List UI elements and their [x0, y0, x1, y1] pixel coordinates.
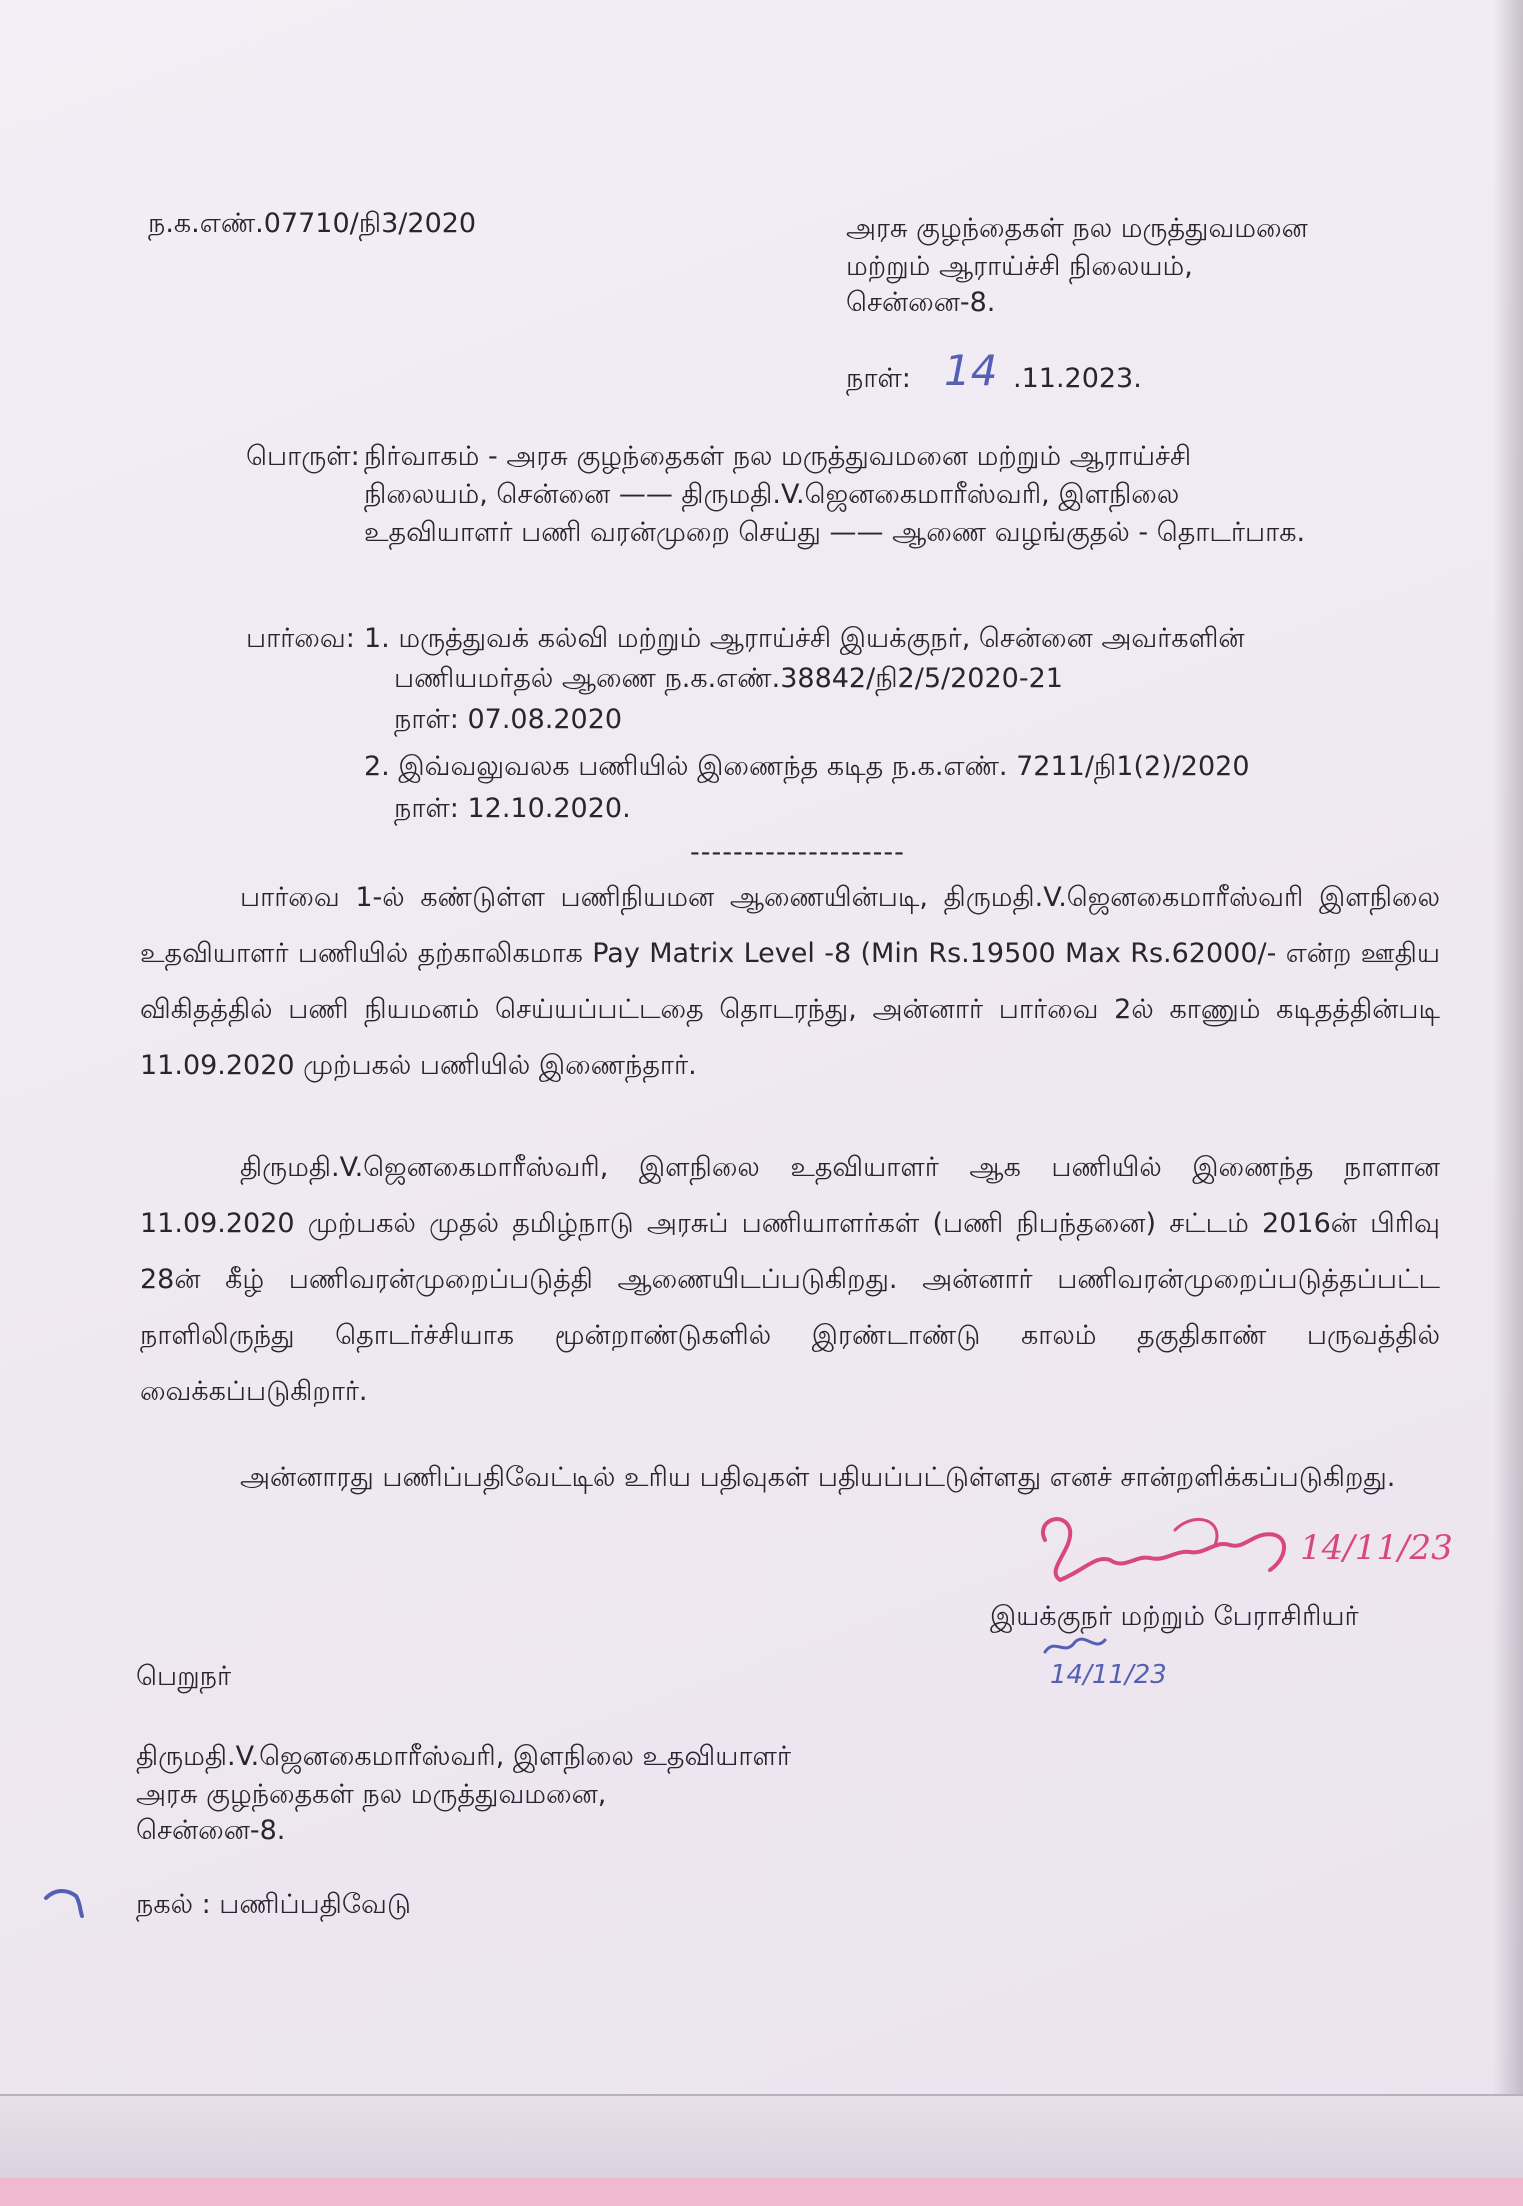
recipient-line-1: திருமதி.V.ஜெனகைமாரீஸ்வரி, இளநிலை உதவியாளர்: [136, 1741, 791, 1772]
recipient-line-2: அரசு குழந்தைகள் நல மருத்துவமனை,: [136, 1779, 607, 1810]
signature-date: 14/11/23: [1300, 1528, 1453, 1568]
date-rest: .11.2023.: [1013, 363, 1142, 394]
date-label: நாள்:: [846, 363, 911, 394]
subject-label: பொருள்:: [246, 441, 360, 472]
office-line-2: மற்றும் ஆராய்ச்சி நிலையம்,: [846, 251, 1193, 282]
paragraph-2: திருமதி.V.ஜெனகைமாரீஸ்வரி, இளநிலை உதவியாளர் ஆக பணியில் இணைந்த நாளான 11.09.2020 முற்பகல் முதல் தமிழ்நாடு அரசுப் பணியாளர்கள் (பணி நிபந்தனை) சட்டம் 2016ன் பிரிவு 28ன் கீழ் பணிவரன்முறைப்படுத்தி ஆணையிடப்படுகிறது. அன்னார் பணிவரன்முறைப்படுத்தப்பட்ட நாளிலிருந்து தொடர்ச்சியாக மூன்றாண்டுகளில் இரண்டாண்டு காலம் தகுதிகாண் பருவத்தில் வைக்கப்படுகிறார்.: [140, 1152, 1440, 1407]
copy-to: நகல் : பணிப்பதிவேடு: [136, 1889, 411, 1920]
reference-1-line-1: 1. மருத்துவக் கல்வி மற்றும் ஆராய்ச்சி இயக்குநர், சென்னை அவர்களின்: [364, 623, 1245, 654]
paragraph-3: அன்னாரது பணிப்பதிவேட்டில் உரிய பதிவுகள் பதியப்பட்டுள்ளது எனச் சான்றளிக்கப்படுகிறது.: [240, 1462, 1396, 1493]
reference-2-line-2: நாள்: 12.10.2020.: [394, 793, 631, 824]
reference-2-line-1: 2. இவ்வலுவலக பணியில் இணைந்த கடித ந.க.எண். 7211/நி1(2)/2020: [364, 751, 1250, 782]
office-line-3: சென்னை-8.: [846, 287, 996, 318]
reference-number: ந.க.எண்.07710/நி3/2020: [148, 208, 477, 239]
signatory-title: இயக்குநர் மற்றும் பேராசிரியர்: [990, 1601, 1359, 1632]
recipient-line-3: சென்னை-8.: [136, 1815, 286, 1846]
date-day-handwritten: 14: [944, 346, 998, 395]
references-label: பார்வை:: [246, 623, 355, 654]
subject-line-1: நிர்வாகம் - அரசு குழந்தைகள் நல மருத்துவமனை மற்றும் ஆராய்ச்சி: [364, 441, 1192, 472]
paragraph-1: பார்வை 1-ல் கண்டுள்ள பணிநியமன ஆணையின்படி, திருமதி.V.ஜெனகைமாரீஸ்வரி இளநிலை உதவியாளர் பணியில் தற்காலிகமாக Pay Matrix Level -8 (Min Rs.19500 Max Rs.62000/- என்ற ஊதிய விகிதத்தில் பணி நியமனம் செய்யப்பட்டதை தொடரந்து, அன்னார் பார்வை 2ல் காணும் கடிதத்தின்படி 11.09.2020 முற்பகல் பணியில் இணைந்தார்.: [140, 882, 1440, 1081]
director-signature: [1025, 1500, 1315, 1605]
separator-line: --------------------: [690, 837, 905, 868]
subject-line-3: உதவியாளர் பணி வரன்முறை செய்து —— ஆணை வழங்குதல் - தொடர்பாக.: [364, 517, 1306, 548]
recipient-label: பெறுநர்: [136, 1661, 232, 1692]
reference-1-line-2: பணியமர்தல் ஆணை ந.க.எண்.38842/நி2/5/2020-21: [394, 663, 1063, 694]
office-line-1: அரசு குழந்தைகள் நல மருத்துவமனை: [846, 213, 1308, 244]
initials-date: 14/11/23: [1050, 1660, 1167, 1690]
page-edge-shadow: [1493, 0, 1523, 2206]
initials-mark: [1040, 1632, 1110, 1662]
subject-line-2: நிலையம், சென்னை —— திருமதி.V.ஜெனகைமாரீஸ்வரி, இளநிலை: [364, 479, 1180, 510]
reference-1-line-3: நாள்: 07.08.2020: [394, 704, 623, 735]
scan-pink-border: [0, 2178, 1523, 2206]
blue-tick-mark: [42, 1884, 90, 1918]
